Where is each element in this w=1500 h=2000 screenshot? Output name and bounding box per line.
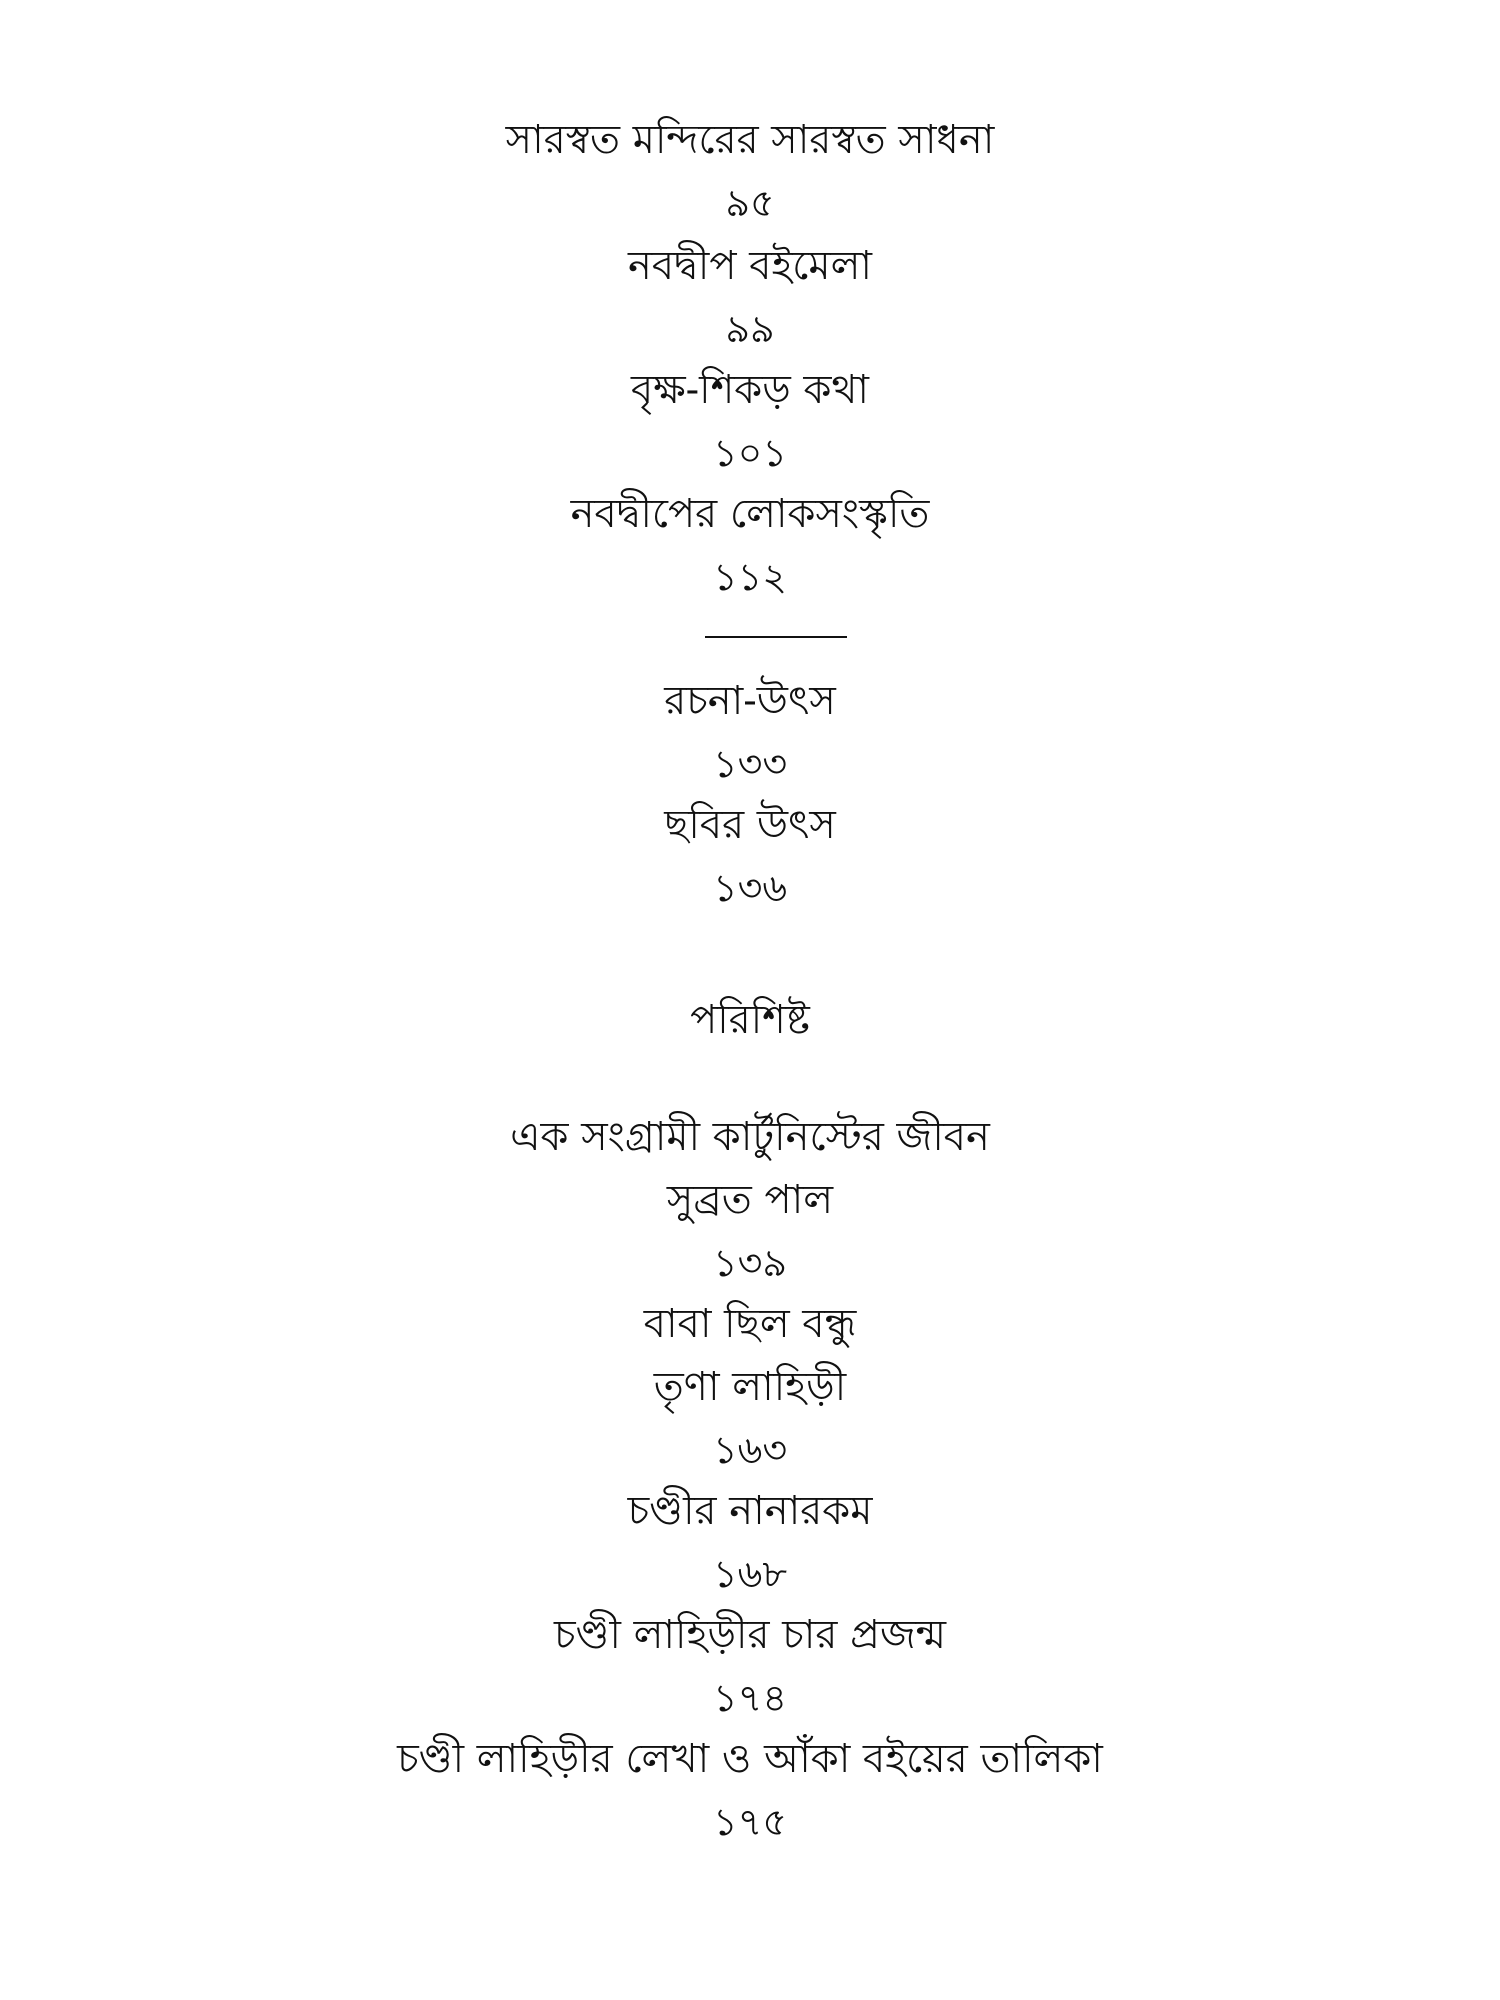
toc-entry-page: ১৭৫: [712, 1800, 788, 1844]
toc-entry-title: চণ্ডী লাহিড়ীর লেখা ও আঁকা বইয়ের তালিকা: [397, 1736, 1103, 1782]
toc-entry-page: ১১২: [712, 555, 788, 599]
toc-entry-page: ১৩৬: [712, 866, 788, 910]
toc-entry-page: ১০১: [712, 431, 788, 475]
toc-entry-title: চণ্ডীর নানারকম: [627, 1488, 873, 1534]
toc-entry-title: নবদ্বীপ বইমেলা: [628, 243, 872, 289]
appendix-heading: পরিশিষ্ট: [690, 997, 810, 1043]
toc-entry-title: সারস্বত মন্দিরের সারস্বত সাধনা: [505, 117, 995, 163]
toc-entry-page: ১৭৪: [712, 1676, 788, 1720]
toc-entry-page: ৯৫: [725, 181, 775, 225]
toc-entry-title: এক সংগ্রামী কার্টুনিস্টের জীবন: [510, 1114, 990, 1160]
section-divider: [705, 636, 847, 638]
toc-entry-page: ১৬৮: [712, 1552, 788, 1596]
toc-entry-title: ছবির উৎস: [664, 802, 836, 848]
toc-entry-page: ১৩৩: [712, 742, 788, 786]
toc-entry-author: সুব্রত পাল: [666, 1177, 834, 1223]
toc-entry-page: ১৬৩: [712, 1428, 788, 1472]
toc-entry-page: ১৩৯: [712, 1241, 788, 1285]
toc-entry-title: নবদ্বীপের লোকসংস্কৃতি: [570, 491, 930, 537]
toc-entry-title: বৃক্ষ-শিকড় কথা: [630, 367, 870, 413]
toc-entry-title: চণ্ডী লাহিড়ীর চার প্রজন্ম: [553, 1612, 947, 1658]
toc-entry-title: রচনা-উৎস: [664, 678, 836, 724]
toc-entry-author: তৃণা লাহিড়ী: [653, 1364, 847, 1410]
toc-entry-page: ৯৯: [725, 307, 775, 351]
toc-entry-title: বাবা ছিল বন্ধু: [643, 1301, 857, 1347]
